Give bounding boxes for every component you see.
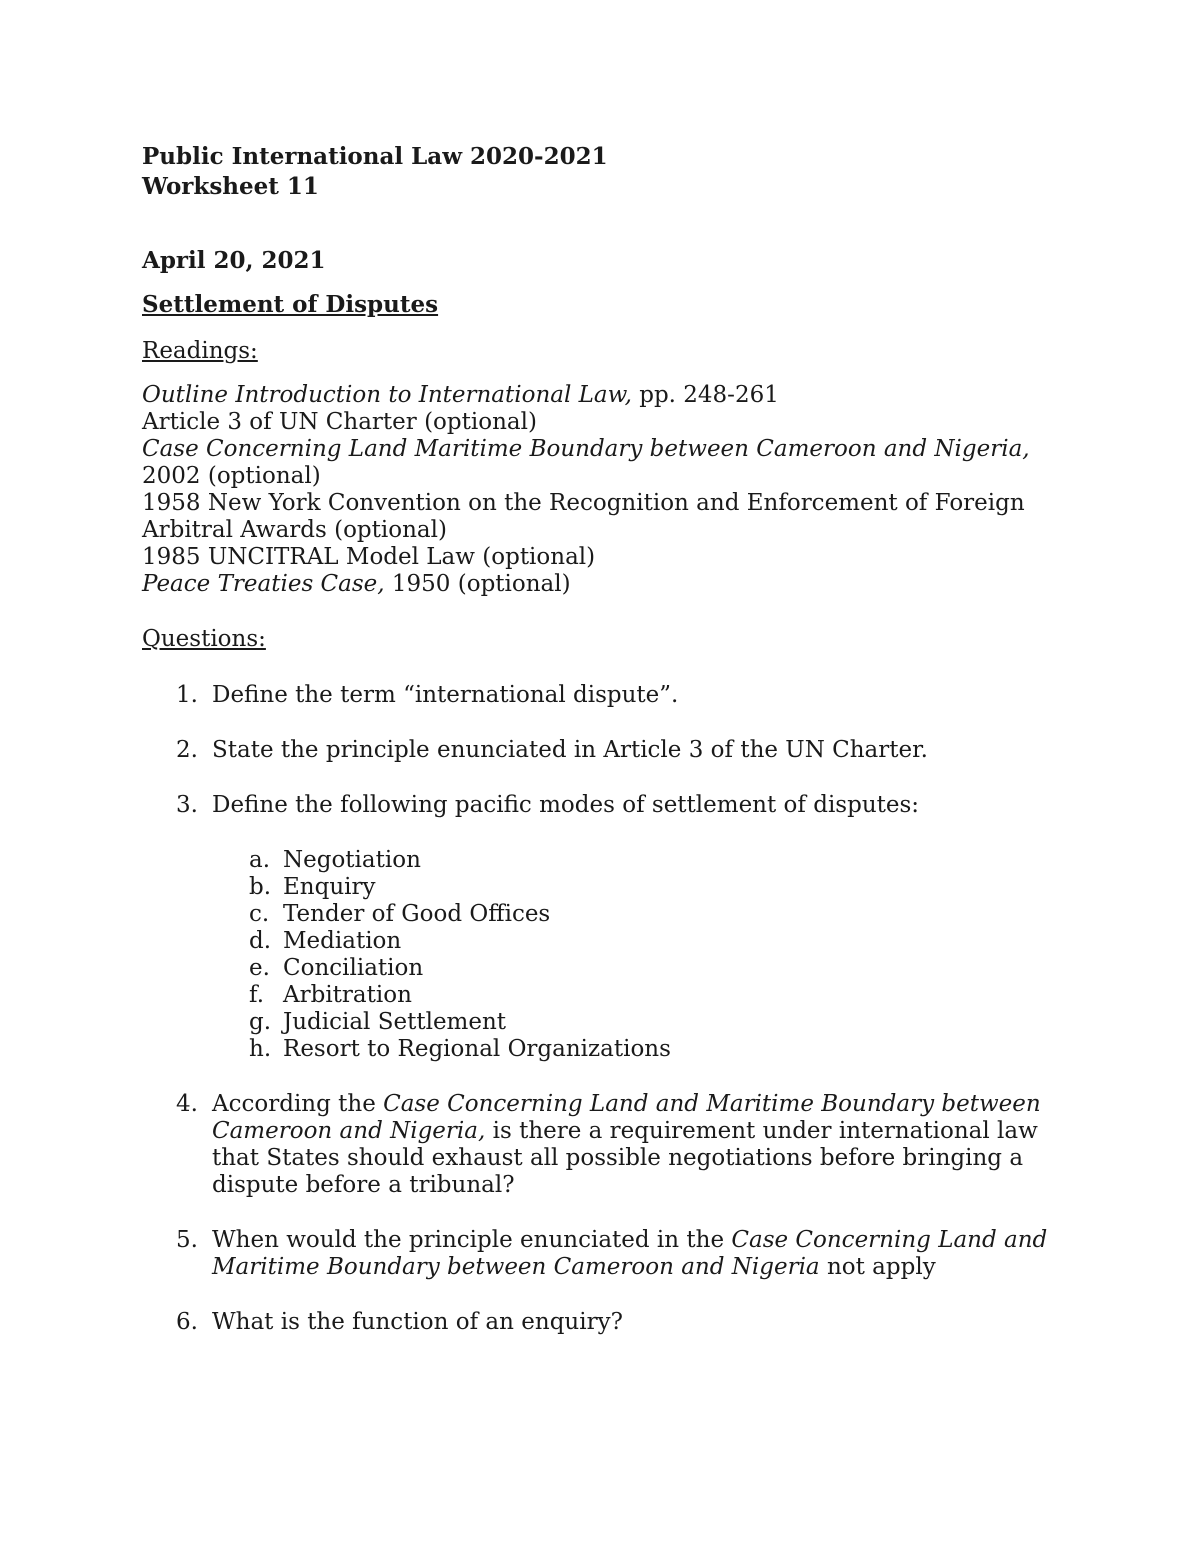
question-text: is there a requirement under international law that States should exhaust all possible negotiations before bringing a dispute before a tribunal? [212, 1118, 1038, 1198]
list-item [212, 874, 1072, 901]
reading-item: 1958 New York Convention on the Recognition and Enforcement of Foreign Arbitral Awards (optional) [142, 490, 1025, 543]
list-item [212, 982, 1072, 1009]
item-letter: g. [249, 1009, 272, 1035]
readings-list [142, 382, 1072, 598]
document-title: Public International Law 2020-2021 [142, 143, 608, 170]
item-text: Enquiry [283, 874, 376, 900]
reading-item: Article 3 of UN Charter (optional) [142, 409, 537, 435]
list-item [212, 1009, 1072, 1036]
question-text: State the principle enunciated in Article 3 of the UN Charter. [212, 737, 928, 763]
question-number: 4. [176, 1091, 198, 1117]
worksheet-number: Worksheet 11 [142, 173, 319, 200]
list-item [212, 847, 1072, 874]
list-item [212, 928, 1072, 955]
case-title: Case Concerning Land and Maritime Boundary between Cameroon and Nigeria [212, 1227, 1048, 1280]
reading-item [142, 382, 1072, 409]
question-number: 5. [176, 1227, 198, 1253]
question-text: Define the following pacific modes of settlement of disputes: [212, 792, 920, 818]
item-letter: h. [249, 1036, 272, 1062]
item-letter: f. [249, 982, 265, 1008]
reading-detail: pp. 248-261 [631, 382, 779, 408]
questions-list [142, 682, 1072, 1336]
question-text: According the [212, 1091, 384, 1117]
item-letter: b. [249, 874, 272, 900]
item-letter: e. [249, 955, 270, 981]
list-item [212, 1036, 1072, 1063]
reading-item: 1985 UNCITRAL Model Law (optional) [142, 544, 596, 570]
reading-item [142, 436, 1072, 490]
list-item [212, 901, 1072, 928]
question-text: Define the term “international dispute”. [212, 682, 679, 708]
item-text: Negotiation [283, 847, 421, 873]
question-text: not apply [819, 1254, 936, 1280]
question-item [142, 1227, 1072, 1281]
reading-item [142, 571, 1072, 598]
question-number: 3. [176, 792, 198, 818]
item-text: Resort to Regional Organizations [283, 1036, 671, 1062]
reading-detail: 2002 (optional) [142, 463, 321, 489]
questions-label: Questions: [142, 626, 266, 652]
reading-detail: 1950 (optional) [384, 571, 571, 597]
worksheet-page [142, 142, 1072, 1364]
question-number: 6. [176, 1309, 198, 1335]
item-text: Mediation [283, 928, 402, 954]
item-letter: c. [249, 901, 270, 927]
item-text: Tender of Good Offices [283, 901, 551, 927]
reading-title: Outline Introduction to International Law, [142, 382, 632, 408]
question-item [142, 1309, 1072, 1336]
reading-title: Peace Treaties Case, [142, 571, 385, 597]
item-text: Judicial Settlement [283, 1009, 507, 1035]
question-item [142, 1091, 1072, 1199]
settlement-modes-list [212, 847, 1072, 1063]
question-item [142, 682, 1072, 709]
item-letter: a. [249, 847, 271, 873]
topic-heading: Settlement of Disputes [142, 291, 439, 318]
worksheet-date: April 20, 2021 [142, 247, 326, 274]
readings-label: Readings: [142, 338, 258, 364]
item-letter: d. [249, 928, 272, 954]
question-number: 1. [176, 682, 198, 708]
item-text: Conciliation [283, 955, 424, 981]
case-title: Case Concerning Land and Maritime Boundary between Cameroon and Nigeria, [212, 1091, 1041, 1144]
question-text: What is the function of an enquiry? [212, 1309, 623, 1335]
question-text: When would the principle enunciated in the [212, 1227, 732, 1253]
question-item [142, 792, 1072, 1063]
list-item [212, 955, 1072, 982]
item-text: Arbitration [283, 982, 412, 1008]
reading-title: Case Concerning Land Maritime Boundary between Cameroon and Nigeria, [142, 436, 1030, 462]
question-item [142, 737, 1072, 764]
question-number: 2. [176, 737, 198, 763]
